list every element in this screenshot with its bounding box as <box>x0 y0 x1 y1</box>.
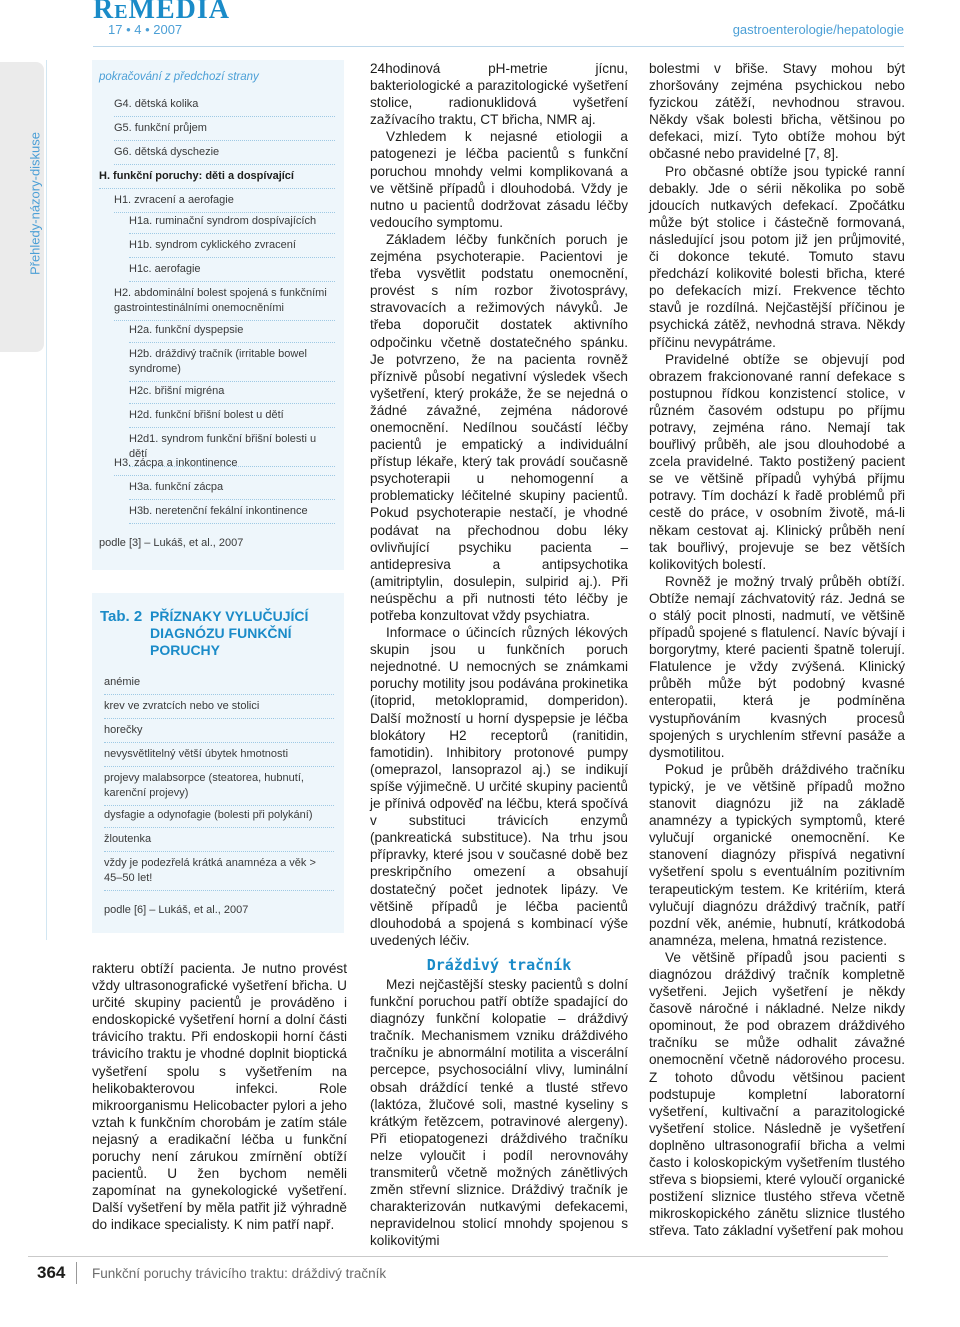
column-2-text <box>370 60 628 1249</box>
table1-row: H2d. funkční břišní bolest u dětí <box>129 408 335 428</box>
paragraph: Vzhledem k nejasné etiologii a patogenezi je léčba pacientů s funkční poruchou mnohdy velmi komplikovaná a ve většině případů i dlouhodobá. Vždy je nutno u pacientů dodržovat zásadu léčby vedoucího symptomu. <box>370 129 628 230</box>
paragraph: bolestmi v břiše. Stavy mohou být zhoršovány zejména psychickou nebo fyzickou zátěží, nevhodnou stravou. Někdy však bolesti břicha, většinou po defekaci, mizí. Tyto obtíže mohou být občasné nebo pravidelné [7, 8]. <box>649 61 905 162</box>
header-divider <box>93 46 904 47</box>
table1-row: H3a. funkční zácpa <box>129 480 335 500</box>
table2-label: Tab. 2 <box>100 608 143 625</box>
table2-row: dysfagie a odynofagie (bolesti při polykání) <box>104 808 334 828</box>
paragraph: 24hodinová pH-metrie jícnu, bakteriologické a parazitologické vyšetření stolice, radionuklidová vyšetření zažívacího traktu, CT břicha, NMR aj. <box>370 61 628 128</box>
table1-row: H1a. ruminační syndrom dospívajících <box>129 214 335 234</box>
column-1-text <box>92 960 347 1234</box>
paragraph: Pro občasné obtíže jsou typické ranní debakly. Jde o sérii několika po sobě jdoucích nutkavých defekací. Zpočátku může být stolice i částečně formovaná, následující jsou potom již jen průjmovité, či dokonce tekuté. Tomuto stavu předchází kolikovité bolesti břicha, které po defekacích mizí. Frekvence těchto stavů je rozdílná. Nejčastější příčinou je psychická zátěž, nevhodná strava. Někdy příčinu nevypátráme. <box>649 163 905 350</box>
paragraph: Ve většině případů jsou pacienti s diagnózou dráždivý tračník kompletně vyšetřeni. Jejich vyšetření je někdy časově náročné i nákladné. Nelze nikdy opominout, že pod obrazem dráždivého tračníku se může odhalit závažné onemocnění včetně nádorového procesu. Z tohoto důvodu většinou pacient podstupuje kompletní laboratorní vyšetření, kultivační a parazitologické vyšetření stolice. Následně je vyšetření doplněno ultrasonografií břicha a velmi často i koloskopickým vyšetřením tlustého střeva s biopsiemi, které vyloučí organické postižení sliznice tlustého střeva včetně mikroskopického zánětu sliznice tlustého střeva. Tato základní vyšetření pak mohou <box>649 949 905 1239</box>
table1-row: H2a. funkční dyspepsie <box>129 323 335 343</box>
table1-row: H2d1. syndrom funkční břišní bolesti u dětí <box>129 432 335 467</box>
running-title: Funkční poruchy trávicího traktu: dráždivý tračník <box>92 1266 387 1281</box>
paragraph: rakteru obtíží pacienta. Je nutno provést vždy ultrasonografické vyšetření břicha. U určité skupiny pacientů je prováděno i endoskopické vyšetření horní a dolní části trávicího traktu. Při endoskopii horní části trávicího traktu je vhodné doplnit bioptická vyšetření spolu s vyšetřením na helikobakterovou infekci. Role mikroorganismu Helicobacter pylori a jeho vztah k funkčním chorobám je zatím stále nejasný a eradikační léčba u funkční poruchy není zárukou zmírnění obtíží pacientů. U žen bychom neměli zapomínat na gynekologické vyšetření. Další vyšetření by měla patřit již výhradně do indikace specialisty. K nim patří např. <box>92 961 347 1233</box>
section-label: gastroenterologie/hepatologie <box>732 22 904 37</box>
paragraph: Pokud je průběh dráždivého tračníku typický, je ve většině případů možno stanovit diagnózu již na základě anamnézy a typických symptomů, které vylučují organické onemocnění. Ke stanovení diagnózy přispívá negativní vyšetření spolu s eventuálním pozitivním terapeutickým testem. Ke kritériím, která vylučují diagnózu dráždivý tračník, patří pozdní věk, anémie, hubnutí, krátkodobá anamnéza, melena, hmatná rezistence. <box>649 761 905 948</box>
table1-row: G6. dětská dyschezie <box>114 145 335 165</box>
table1-row: H. funkční poruchy: děti a dospívající <box>99 169 335 189</box>
paragraph: Základem léčby funkčních poruch je zejména psychoterapie. Pacientovi je třeba vysvětlit podstatu onemocnění, provést s ním rozbor životosprávy, stravovacích a režimových návyků. Je třeba doporučit dostatek aktivního odpočinku včetně dostatečného spánku. Je potvrzeno, že na pacienta rovněž příznivě působí negativní výsledek všech vyšetření, který prokáže, že se nejedná o žádné závažné, zejména nádorové onemocnění. Nedílnou součástí léčby pacientů je empatický a individuální přístup lékaře, který tak provádí současně psychoterapii u nehomogenní a problematicky léčitelné skupiny pacientů. Pokud psychoterapie nestačí, je vhodné podávat na přechodnou dobu léky ovlivňující psychiku pacienta – antidepresiva a antipsychotika (amitriptylin, dosulepin, sulpirid aj.). Při neúspěchu a při nutnosti této léčby je potřeba konzultovat vždy psychiatra. <box>370 231 628 623</box>
table2-row: horečky <box>104 723 334 743</box>
table1-row: H2c. břišní migréna <box>129 384 335 404</box>
footer-divider <box>28 1256 888 1257</box>
table1-row: G4. dětská kolika <box>114 97 335 117</box>
table1-row: H2. abdominální bolest spojená s funkčními gastrointestinálními onemocněními <box>114 286 335 321</box>
table1-row: G5. funkční průjem <box>114 121 335 141</box>
footer-tick <box>76 1262 77 1284</box>
paragraph: Mezi nejčastější stesky pacientů s dolní funkční poruchou patří obtíže spadající do diagnózy funkční kolopatie – dráždivý tračník. Mechanismem vzniku dráždivého tračníku je abnormální motilita a viscerální percepce, psychosociální vlivy, luminální obsah dráždící tenké a tlusté střevo (laktóza, žlučové soli, mastné kyseliny s krátkým řetězcem, potravinové alergeny). Při etiopatogenezi dráždivého tračníku nelze vyloučit i podíl nerovnováhy transmiterů včetně možných zánětlivých změn střevní sliznice. Dráždivý tračník je charakterizován nutkavými defekacemi, nepravidelnou stolicí mnohdy spojenou s kolikovitými <box>370 976 628 1249</box>
subheading: Dráždivý tračník <box>426 955 572 974</box>
paragraph: Pravidelné obtíže se objevují pod obrazem frakcionované ranní defekace s postupnou řídkou konzistencí stolice, v různém časovém odstupu po příjmu potravy, zejména ráno. Nemají tak bouřlivý průběh, ale jsou dlouhodobé a zcela pravidelné. Takto postižený pacient se ve většině případů vyhýbá příjmu potravy. Tím dochází k řadě problémů při cestě do práce, v osobním životě, má-li někam cestovat aj. Klinický průběh není tak bouřlivý, projevuje se bez větších kolikovitých bolestí. <box>649 351 905 572</box>
table1-row: H3b. neretenční fekální inkontinence <box>129 504 335 524</box>
issue-label: 17 • 4 • 2007 <box>108 22 183 37</box>
table2-title: PŘÍZNAKY VYLUČUJÍCÍ DIAGNÓZU FUNKČNÍ PORUCHY <box>150 608 309 658</box>
table1-continuation: pokračování z předchozí strany <box>99 71 259 83</box>
paragraph: Rovněž je možný trvalý průběh obtíží. Obtíže nemají záchvatovitý ráz. Jedná se o stálý pocit plnosti, nadmutí, ve většině případů spojené s flatulencí. Navíc bývají i borgorytmy, které pacienti špatně tolerují. Flatulence je vždy zvýšená. Klinický průběh může být podobný kvasné enteropatii, která je podmíněna vystupňováním kvasných procesů spojených s urychlením střevní pasáže a dysmotilitou. <box>649 573 905 760</box>
table1-row: H1. zvracení a aerofagie <box>114 193 335 213</box>
table1-row: H3. zácpa a inkontinence <box>114 456 335 476</box>
page-number: 364 <box>37 1263 66 1282</box>
table1-row: H1b. syndrom cyklického zvracení <box>129 238 335 258</box>
column-3-text <box>649 60 905 1239</box>
table2-row: krev ve zvratcích nebo ve stolici <box>104 699 334 719</box>
table2-source: podle [6] – Lukáš, et al., 2007 <box>104 904 249 916</box>
table2-row: žloutenka <box>104 832 334 852</box>
table1-row: H1c. aerofagie <box>129 262 335 282</box>
table2-row: nevysvětlitelný větší úbytek hmotnosti <box>104 747 334 767</box>
paragraph: Informace o účincích různých lékových skupin jsou u funkčních poruch nejednotné. U nemocných se známkami poruchy motility jsou podávána prokinetika (itoprid, metoklopramid, domperidon). Další možností u horní dyspepsie je léčba blokátory H2 receptorů (ranitidin, famotidin). Inhibitory protonové pumpy (omeprazol, lansoprazol aj.) se indikují spíše výjimečně. U určité skupiny pacientů je přínivá odpověď na léčbu, která spočívá v substituci trávicích enzymů (pankreatická substituce). Na trhu jsou přípravky, které jsou v současné době bez preskripčního omezení a obsahují dostatečný počet jednotek lipázy. Ve většině případů je léčba pacientů dlouhodobá a spojená s kombinací výše uvedených léčiv. <box>370 625 628 948</box>
side-divider <box>46 60 47 940</box>
journal-logo: ReMEDIA <box>93 0 231 25</box>
table2-row: vždy je podezřelá krátká anamnéza a věk > 45–50 let! <box>104 856 334 891</box>
table1-source: podle [3] – Lukáš, et al., 2007 <box>99 537 244 549</box>
side-tab-label: Přehledy-názory-diskuse <box>27 131 43 276</box>
table2-row: projevy malabsorpce (steatorea, hubnutí, karenční projevy) <box>104 771 334 806</box>
table2-row: anémie <box>104 675 334 695</box>
table1-row: H2b. dráždivý tračník (irritable bowel syndrome) <box>129 347 335 382</box>
